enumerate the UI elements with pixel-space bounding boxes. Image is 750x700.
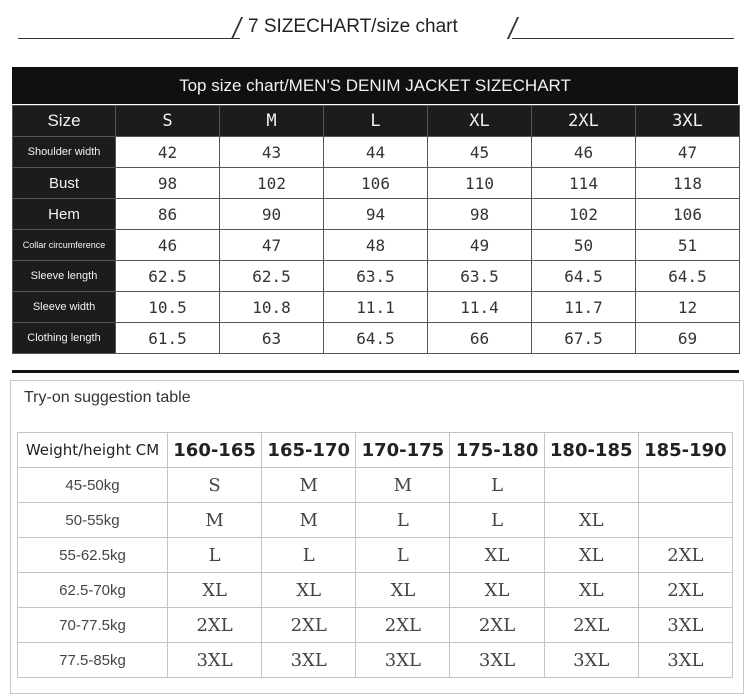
suggested-size: 3XL [168, 643, 262, 678]
suggested-size [638, 468, 732, 503]
size-chart-title: Top size chart/MEN'S DENIM JACKET SIZECHART [12, 67, 738, 104]
suggested-size: L [356, 503, 450, 538]
measurement-value: 98 [428, 199, 532, 230]
measurement-value: 44 [324, 137, 428, 168]
section-divider [12, 370, 739, 373]
measurement-row [13, 323, 740, 354]
size-header: 3XL [636, 106, 740, 137]
weight-label: 62.5-70kg [18, 573, 168, 608]
measurement-value: 64.5 [324, 323, 428, 354]
measurement-row [13, 137, 740, 168]
measurement-row [13, 199, 740, 230]
suggested-size [638, 503, 732, 538]
page-title: 7 SIZECHART/size chart [248, 16, 458, 37]
suggested-size: XL [450, 573, 544, 608]
suggested-size: M [262, 503, 356, 538]
measurement-value: 64.5 [636, 261, 740, 292]
measurement-row [13, 292, 740, 323]
height-header: 165-170 [262, 433, 356, 468]
measurement-label: Collar circumference [13, 230, 116, 261]
tryon-corner-label: Weight/height CM [18, 433, 168, 468]
header-rule-right [512, 38, 734, 39]
tryon-row [18, 538, 733, 573]
tryon-row [18, 503, 733, 538]
suggested-size: XL [544, 538, 638, 573]
header-rule-left [18, 38, 240, 39]
suggested-size: 3XL [544, 643, 638, 678]
suggested-size: 2XL [356, 608, 450, 643]
tryon-table [17, 432, 733, 678]
weight-label: 70-77.5kg [18, 608, 168, 643]
measurement-value: 43 [220, 137, 324, 168]
measurement-value: 63 [220, 323, 324, 354]
measurement-value: 114 [532, 168, 636, 199]
measurement-value: 10.5 [116, 292, 220, 323]
suggested-size [544, 468, 638, 503]
measurement-label: Hem [13, 199, 116, 230]
measurement-row [13, 261, 740, 292]
size-header: S [116, 106, 220, 137]
measurement-value: 62.5 [116, 261, 220, 292]
measurement-label: Sleeve width [13, 292, 116, 323]
suggested-size: 2XL [544, 608, 638, 643]
measurement-value: 45 [428, 137, 532, 168]
measurement-value: 11.7 [532, 292, 636, 323]
measurement-value: 47 [636, 137, 740, 168]
header-slash-right [507, 17, 519, 39]
measurement-label: Shoulder width [13, 137, 116, 168]
size-header-label: Size [13, 106, 116, 137]
suggested-size: XL [544, 503, 638, 538]
measurement-value: 110 [428, 168, 532, 199]
suggested-size: 2XL [638, 573, 732, 608]
measurement-label: Clothing length [13, 323, 116, 354]
measurement-value: 12 [636, 292, 740, 323]
suggested-size: 2XL [168, 608, 262, 643]
tryon-row [18, 468, 733, 503]
measurement-value: 49 [428, 230, 532, 261]
suggested-size: 3XL [638, 643, 732, 678]
measurement-label: Bust [13, 168, 116, 199]
measurement-value: 67.5 [532, 323, 636, 354]
suggested-size: L [450, 503, 544, 538]
size-header: L [324, 106, 428, 137]
measurement-value: 48 [324, 230, 428, 261]
height-header: 170-175 [356, 433, 450, 468]
suggested-size: 3XL [450, 643, 544, 678]
height-header: 185-190 [638, 433, 732, 468]
measurement-value: 62.5 [220, 261, 324, 292]
tryon-row [18, 608, 733, 643]
suggested-size: 2XL [450, 608, 544, 643]
tryon-header-row [18, 433, 733, 468]
measurement-value: 50 [532, 230, 636, 261]
weight-label: 45-50kg [18, 468, 168, 503]
suggested-size: L [356, 538, 450, 573]
measurement-value: 46 [532, 137, 636, 168]
suggested-size: XL [262, 573, 356, 608]
tryon-row [18, 573, 733, 608]
height-header: 180-185 [544, 433, 638, 468]
suggested-size: M [168, 503, 262, 538]
measurement-value: 64.5 [532, 261, 636, 292]
suggested-size: 3XL [638, 608, 732, 643]
measurement-value: 118 [636, 168, 740, 199]
suggested-size: M [356, 468, 450, 503]
size-chart-header-row [13, 106, 740, 137]
measurement-row [13, 230, 740, 261]
suggested-size: XL [450, 538, 544, 573]
size-header: M [220, 106, 324, 137]
tryon-row [18, 643, 733, 678]
measurement-value: 61.5 [116, 323, 220, 354]
measurement-value: 106 [636, 199, 740, 230]
measurement-row [13, 168, 740, 199]
measurement-value: 51 [636, 230, 740, 261]
suggested-size: XL [168, 573, 262, 608]
suggested-size: XL [356, 573, 450, 608]
suggested-size: S [168, 468, 262, 503]
weight-label: 50-55kg [18, 503, 168, 538]
measurement-value: 86 [116, 199, 220, 230]
tryon-title: Try-on suggestion table [24, 389, 191, 406]
suggested-size: L [450, 468, 544, 503]
suggested-size: L [262, 538, 356, 573]
measurement-value: 102 [532, 199, 636, 230]
measurement-value: 63.5 [428, 261, 532, 292]
weight-label: 77.5-85kg [18, 643, 168, 678]
suggested-size: 2XL [638, 538, 732, 573]
measurement-value: 106 [324, 168, 428, 199]
suggested-size: XL [544, 573, 638, 608]
size-chart-table [12, 105, 740, 354]
suggested-size: L [168, 538, 262, 573]
measurement-value: 46 [116, 230, 220, 261]
measurement-value: 63.5 [324, 261, 428, 292]
size-header: 2XL [532, 106, 636, 137]
measurement-value: 66 [428, 323, 532, 354]
measurement-value: 94 [324, 199, 428, 230]
measurement-value: 47 [220, 230, 324, 261]
weight-label: 55-62.5kg [18, 538, 168, 573]
measurement-value: 10.8 [220, 292, 324, 323]
suggested-size: 3XL [356, 643, 450, 678]
measurement-value: 11.1 [324, 292, 428, 323]
measurement-value: 102 [220, 168, 324, 199]
header-slash-left [231, 17, 243, 39]
measurement-label: Sleeve length [13, 261, 116, 292]
suggested-size: M [262, 468, 356, 503]
size-header: XL [428, 106, 532, 137]
suggested-size: 3XL [262, 643, 356, 678]
height-header: 175-180 [450, 433, 544, 468]
measurement-value: 98 [116, 168, 220, 199]
measurement-value: 11.4 [428, 292, 532, 323]
suggested-size: 2XL [262, 608, 356, 643]
measurement-value: 42 [116, 137, 220, 168]
measurement-value: 90 [220, 199, 324, 230]
height-header: 160-165 [168, 433, 262, 468]
measurement-value: 69 [636, 323, 740, 354]
